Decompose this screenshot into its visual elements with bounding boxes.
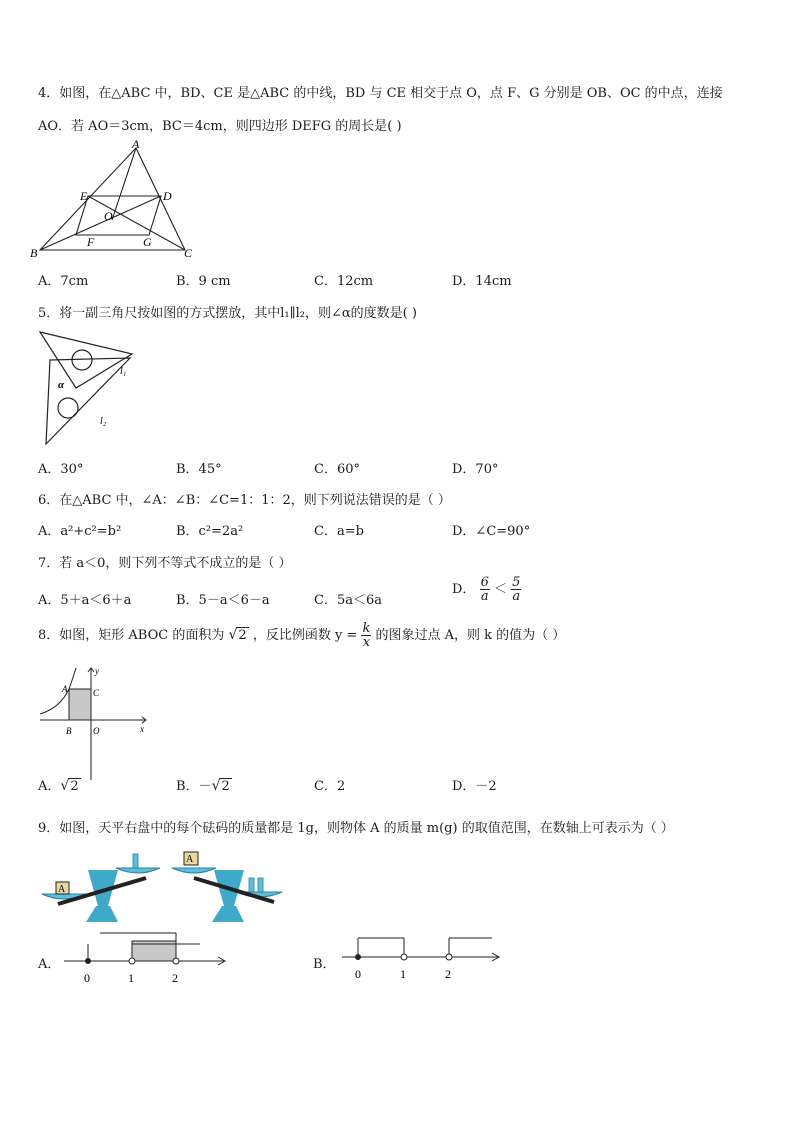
right-balance — [172, 852, 282, 922]
left-weight — [133, 854, 138, 868]
right-pan-left — [172, 868, 216, 873]
q6-option-c[interactable]: C．a=b — [314, 524, 364, 539]
label-o: O — [104, 209, 113, 223]
q7-option-d-prefix: D． — [452, 582, 476, 597]
q8-option-b[interactable]: B．－√2 — [176, 778, 230, 794]
q8-option-d[interactable]: D．－2 — [452, 779, 497, 794]
label-d: D — [163, 189, 172, 203]
q6-option-b[interactable]: B．c²=2a² — [176, 524, 244, 539]
q4-option-c[interactable]: C．12cm — [314, 274, 374, 289]
q6-option-a[interactable]: A．a²+c²=b² — [38, 524, 122, 539]
tick-0: 0 — [84, 971, 90, 985]
tick-1: 1 — [128, 971, 134, 985]
q8-sqrt-value: 2 — [238, 628, 247, 643]
tick-2: 2 — [172, 971, 178, 985]
label-o: O — [93, 726, 100, 736]
left-base — [86, 906, 118, 922]
q8-graph-figure — [36, 664, 152, 782]
q6-text: 6．在△ABC 中，∠A：∠B：∠C=1：1：2，则下列说法错误的是（ ） — [38, 493, 451, 508]
q7-fraction-1: $\frac{6}{a}$ — [480, 575, 489, 604]
label-alpha: α — [58, 379, 65, 391]
q7-option-a[interactable]: A．5＋a＜6＋a — [38, 593, 132, 608]
svg-text:A: A — [58, 884, 66, 895]
q7-option-d[interactable] — [452, 576, 521, 603]
q8-fraction-k-over-x: $\frac{k}{x}$ — [362, 621, 371, 650]
q4-line2: AO．若 AO＝3cm，BC＝4cm，则四边形 DEFG 的周长是( ) — [38, 119, 402, 134]
right-weight-1 — [249, 878, 254, 892]
q4-option-a[interactable]: A．7cm — [38, 274, 89, 289]
q5-option-c[interactable]: C．60° — [314, 462, 360, 477]
left-pan-right — [116, 868, 160, 873]
q7-option-b[interactable]: B．5－a＜6－a — [176, 593, 270, 608]
label-c: C — [184, 246, 193, 260]
open-point-1 — [129, 958, 135, 964]
q8-text: 8．如图，矩形 ABOC 的面积为 √2 ，反比例函数 y = $\frac{k}{x}$ 的图象过点 A，则 k 的值为（ ） — [38, 621, 566, 650]
label-g: G — [143, 235, 152, 249]
label-l1: l₁ — [120, 366, 127, 377]
q5-option-d[interactable]: D．70° — [452, 462, 499, 477]
label-f: F — [87, 235, 95, 249]
solid-point-0 — [355, 954, 361, 960]
open-point-1 — [401, 954, 407, 960]
label-l2: l₂ — [100, 416, 107, 427]
label-e: E — [80, 189, 88, 203]
q4-line1: 4．如图，在△ABC 中，BD、CE 是△ABC 的中线，BD 与 CE 相交于点 O，点 F、G 分别是 OB、OC 的中点，连接 — [38, 86, 723, 101]
q5-option-b[interactable]: B．45° — [176, 462, 222, 477]
q7-text: 7．若 a＜0，则下列不等式不成立的是（ ） — [38, 556, 292, 571]
q4-triangle-figure — [30, 138, 200, 263]
rectangle-aboc — [69, 689, 91, 720]
label-y: y — [95, 666, 99, 676]
q9-balance-figure — [38, 848, 288, 928]
lower-hole — [58, 398, 78, 418]
q7-less-than: ＜ — [494, 582, 508, 597]
open-point-2 — [446, 954, 452, 960]
tick-0: 0 — [355, 967, 361, 981]
tick-1: 1 — [400, 967, 406, 981]
q7-option-c[interactable]: C．5a＜6a — [314, 593, 382, 608]
q8-option-c[interactable]: C．2 — [314, 779, 346, 794]
tick-2: 2 — [445, 967, 451, 981]
q5-option-a[interactable]: A．30° — [38, 462, 84, 477]
label-c: C — [93, 688, 100, 698]
label-a: A — [132, 138, 140, 151]
q5-set-squares-figure — [36, 326, 156, 448]
q9-option-a-number-line[interactable] — [60, 930, 240, 988]
label-b: B — [30, 246, 38, 260]
q4-option-b[interactable]: B．9 cm — [176, 274, 231, 289]
label-a: A — [62, 684, 68, 694]
right-weight-2 — [258, 878, 263, 892]
q5-text: 5．将一副三角尺按如图的方式摆放，其中l₁∥l₂，则∠α的度数是( ) — [38, 306, 417, 321]
q8-option-a[interactable]: A．√2 — [38, 778, 79, 794]
q9-option-b-label[interactable]: B． — [313, 957, 336, 972]
median-ce — [88, 196, 185, 250]
label-x: x — [140, 724, 144, 734]
solid-point-0 — [85, 958, 91, 964]
q9-text: 9．如图，天平右盘中的每个砝码的质量都是 1g，则物体 A 的质量 m(g) 的取值范围，在数轴上可表示为（ ） — [38, 821, 674, 836]
open-point-2 — [173, 958, 179, 964]
q6-option-d[interactable]: D．∠C=90° — [452, 524, 531, 539]
lower-set-square — [46, 358, 130, 444]
q9-option-b-number-line[interactable] — [338, 930, 508, 988]
q7-fraction-2: $\frac{5}{a}$ — [512, 575, 521, 604]
label-b: B — [66, 726, 72, 736]
right-base — [212, 906, 244, 922]
q4-option-d[interactable]: D．14cm — [452, 274, 512, 289]
svg-text:A: A — [186, 854, 194, 865]
upper-hole — [72, 350, 92, 370]
q9-option-a-label[interactable]: A． — [38, 957, 61, 972]
left-balance — [42, 854, 160, 922]
